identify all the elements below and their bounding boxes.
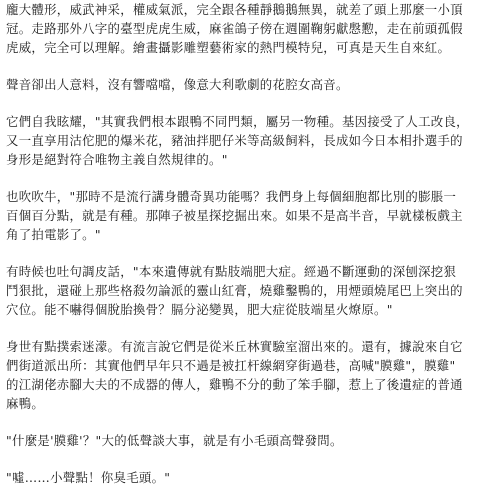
paragraph-gap xyxy=(6,57,494,75)
article-body xyxy=(6,0,494,487)
paragraph-5: 有時候也吐句調皮話，"本來遺傳就有點肢端肥大症。經過不斷運動的深刨深挖狠 鬥狠批，還碰上那些格殺勿論派的靈山紅膏，燒雞鑿鴨的，用煙頭燒尾巴上突出的 穴位。能不嚇得個脫胎換骨？膈分泌變異，肥大症從肢端星火燎原。" xyxy=(6,264,463,317)
paragraph-3: 它們自我眩耀，"其實我們根本跟鴨不同門類，屬另一物種。基因接受了人工改良， 又一直享用沽佗肥的爆米花，豬油拌肥仔米等高級飼料，長成如今日本相扑選手的 身形是絕對符合唯物主義自然規律的。" xyxy=(6,114,469,167)
paragraph-4: 也吹吹牛，"那時不是流行講身體奇異功能嗎？我們身上每個細胞都比別的膨脹一 百個百分點，就是有種。那陣子被星探挖掘出來。如果不是高半音，早就樣板戲主 角了拍電影了。" xyxy=(6,189,463,242)
paragraph-gap xyxy=(6,94,494,112)
paragraph-7: "什麼是'膜雞'？"大的低聲談大事，就是有小毛頭高聲發問。 xyxy=(6,433,343,448)
paragraph-gap xyxy=(6,169,494,187)
paragraph-gap xyxy=(6,319,494,337)
paragraph-1: 龐大體形，威武神采，權威氣派，完全跟各種靜鵝鵝無異，就差了頭上那麼一小頂 冠。走路那外八字的臺型虎虎生威，麻雀鴿子傍在週圍鞠躬獻慇懃，走在前頭孤假 虎威，完全可以理解。繪畫攝影雕塑藝術家的熱門模特兒，可真是天生自來紅。 xyxy=(6,2,463,55)
paragraph-gap xyxy=(6,450,494,468)
paragraph-8: "噓……小聲點！你臭毛頭。" xyxy=(6,470,171,485)
paragraph-gap xyxy=(6,413,494,431)
paragraph-2: 聲音卻出人意料，沒有響噹噹，像意大利歌劇的花腔女高音。 xyxy=(6,77,349,92)
paragraph-6: 身世有點撲索迷濛。有流言說它們是從米丘林實驗室溜出來的。還有，據說來自它 們街道派出所：其實他們早年只不過是被扛杆線網穿街過巷，高喊"膜雞"，膜雞" 的江湖佬赤腳大夫的不成器的傳人，雞鴨不分的動了笨手腳，惹上了後遺症的普通 麻鴨。 xyxy=(6,339,463,411)
paragraph-gap xyxy=(6,244,494,262)
